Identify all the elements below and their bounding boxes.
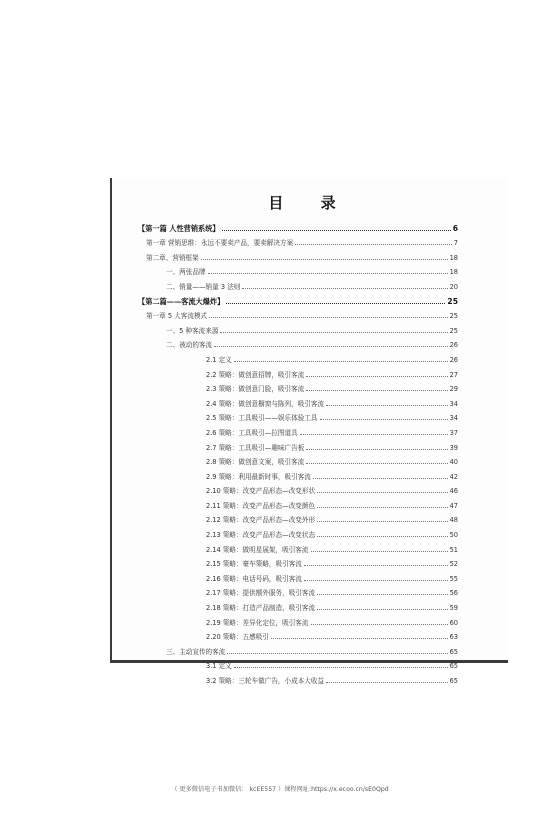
toc-entry (112, 656, 508, 671)
toc-entry-title: 2.7 策略：工具吸引—趣味广告板 (206, 443, 305, 452)
toc-entry (112, 320, 508, 335)
toc-entry (112, 627, 508, 642)
toc-entry-page: 29 (449, 385, 458, 394)
toc-entry (112, 291, 508, 306)
toc-leader-dots (311, 551, 448, 552)
toc-entry (112, 335, 508, 350)
toc-entry-title: 2.1 定义 (206, 355, 232, 364)
toc-leader-dots (320, 419, 448, 420)
toc-leader-dots (208, 273, 448, 274)
toc-entry-title: 2.19 策略：差异化定位，吸引客流 (206, 618, 309, 627)
toc-entry-title: 2.13 策略：改变产品形态—改变状态 (206, 531, 316, 540)
toc-entry-title: 2.9 策略：利用最新时事，吸引客流 (206, 472, 311, 481)
toc-entry-title: 一、两张品牌 (166, 268, 206, 277)
toc-leader-dots (317, 521, 448, 522)
toc-leader-dots (234, 667, 448, 668)
toc-entry-page: 56 (449, 589, 458, 598)
toc-entry-page: 46 (449, 487, 458, 496)
toc-entry-page: 50 (449, 531, 458, 540)
toc-entry (112, 379, 508, 394)
toc-leader-dots (317, 492, 448, 493)
toc-leader-dots (317, 536, 448, 537)
toc-entry-title: 2.6 策略：工具吸引—拉图道具 (206, 428, 298, 437)
toc-entry-page: 65 (449, 677, 458, 685)
toc-entry (112, 612, 508, 627)
scanned-page (110, 178, 508, 685)
toc-entry (112, 233, 508, 248)
toc-entry (112, 452, 508, 467)
toc-entry-title: 2.2 策略：做创意招牌，吸引客流 (206, 370, 305, 379)
toc-entry (112, 597, 508, 612)
toc-entry-page: 37 (449, 428, 458, 437)
toc-leader-dots (326, 405, 448, 406)
toc-entry-title: 第二章、营销框架 (146, 253, 199, 262)
toc-leader-dots (222, 230, 451, 231)
toc-leader-dots (220, 332, 447, 333)
toc-entry-page: 26 (449, 355, 458, 364)
toc-leader-dots (226, 303, 445, 304)
toc-entry-page: 65 (449, 647, 458, 656)
toc-entry (112, 495, 508, 510)
page-title: 目 录 (268, 194, 352, 212)
toc-leader-dots (311, 624, 448, 625)
toc-entry-page: 39 (449, 443, 458, 452)
toc-leader-dots (304, 565, 448, 566)
toc-leader-dots (271, 638, 448, 639)
toc-entry (112, 539, 508, 554)
toc-leader-dots (304, 580, 448, 581)
toc-leader-dots (214, 346, 447, 347)
toc-entry-page: 34 (449, 399, 458, 408)
toc-leader-dots (317, 609, 448, 610)
toc-entry (112, 510, 508, 525)
toc-entry-page: 34 (449, 414, 458, 423)
toc-entry-page: 65 (449, 662, 458, 671)
toc-entry-page: 25 (447, 296, 458, 306)
toc-entry-page: 42 (449, 472, 458, 481)
toc-entry-page: 18 (449, 253, 458, 262)
toc-leader-dots (313, 478, 448, 479)
toc-entry-title: 二、销量——销量 3 法则 (166, 282, 241, 291)
toc-entry (112, 670, 508, 685)
toc-leader-dots (306, 376, 447, 377)
toc-leader-dots (326, 682, 448, 683)
toc-entry (112, 349, 508, 364)
toc-leader-dots (201, 259, 448, 260)
toc-entry-title: 二、被动的客流 (166, 341, 213, 350)
toc-entry (112, 583, 508, 598)
toc-entry (112, 306, 508, 321)
toc-entry (112, 524, 508, 539)
toc-entry-title: 【第一篇 人性营销系统】 (138, 223, 220, 233)
toc-entry-title: 2.11 策略：改变产品形态—改变颜色 (206, 501, 316, 510)
toc-leader-dots (317, 594, 448, 595)
toc-entry-title: 2.10 策略：改变产品形态—改变形状 (206, 487, 316, 496)
toc-entry-page: 59 (449, 604, 458, 613)
toc-entry-page: 20 (449, 282, 458, 291)
toc-entry (112, 276, 508, 291)
toc-leader-dots (242, 288, 447, 289)
toc-entry (112, 408, 508, 423)
toc-entry-title: 2.5 策略：工具吸引——娱乐体验工具 (206, 414, 318, 423)
toc-entry-page: 47 (449, 501, 458, 510)
footer-note: （ 更多微信电子书加微信： kcEE557 ）课程网址:https://x.ecoo.cn/sE0Qpd (171, 786, 389, 793)
toc-leader-dots (306, 449, 447, 450)
toc-leader-dots (306, 390, 447, 391)
toc-entry-title: 2.14 策略：做明星展架，吸引客流 (206, 545, 309, 554)
toc-entry-title: 三、主动宣传的客流 (166, 647, 226, 656)
toc-entry-page: 40 (449, 458, 458, 467)
toc-entry-title: 2.3 策略：做创意门脸，吸引客流 (206, 385, 305, 394)
toc-entry-page: 60 (449, 618, 458, 627)
toc-entry-title: 【第二篇——客流大爆炸】 (138, 296, 225, 306)
toc-entry-page: 6 (452, 223, 458, 233)
toc-entry (112, 568, 508, 583)
toc-entry-page: 63 (449, 633, 458, 642)
toc-entry (112, 466, 508, 481)
toc-leader-dots (300, 434, 448, 435)
toc-leader-dots (317, 507, 448, 508)
toc-entry-page: 7 (453, 239, 458, 248)
toc-entry-title: 第一章 营销思维：永远不要卖产品，要卖解决方案 (146, 239, 294, 248)
toc-entry-page: 25 (449, 326, 458, 335)
toc-leader-dots (295, 244, 452, 245)
toc-entry-page: 27 (449, 370, 458, 379)
toc-entry-title: 一、5 种客流来源 (166, 326, 219, 335)
toc-entry-title: 2.17 策略：提供额外服务，吸引客流 (206, 589, 316, 598)
table-of-contents (112, 218, 508, 685)
toc-entry (112, 481, 508, 496)
toc-entry-page: 55 (449, 574, 458, 583)
toc-entry-page: 18 (449, 268, 458, 277)
toc-entry-title: 2.8 策略：做创意文案，吸引客流 (206, 458, 305, 467)
toc-leader-dots (306, 463, 447, 464)
toc-entry-page: 51 (449, 545, 458, 554)
toc-entry-page: 48 (449, 516, 458, 525)
toc-entry-title: 2.16 策略：电话号码，吸引客流 (206, 574, 302, 583)
toc-entry-page: 26 (449, 341, 458, 350)
toc-entry (112, 554, 508, 569)
toc-entry-title: 2.20 策略：五感吸引 (206, 633, 269, 642)
toc-entry-title: 2.15 策略：豪车策略，吸引客流 (206, 560, 302, 569)
toc-entry-title: 2.12 策略：改变产品形态—改变外形 (206, 516, 316, 525)
toc-leader-dots (227, 653, 447, 654)
toc-entry (112, 393, 508, 408)
toc-entry (112, 218, 508, 233)
toc-leader-dots (209, 317, 447, 318)
toc-entry (112, 437, 508, 452)
toc-entry (112, 247, 508, 262)
toc-entry-title: 3.1 定义 (206, 662, 232, 671)
toc-entry (112, 422, 508, 437)
toc-entry-title: 3.2 策略：三轮车做广告，小成本大收益 (206, 677, 325, 685)
toc-entry-title: 2.4 策略：做创意橱窗与陈列，吸引客流 (206, 399, 325, 408)
toc-entry-page: 25 (449, 312, 458, 321)
toc-entry (112, 364, 508, 379)
toc-entry-title: 第一章 5 大客流模式 (146, 312, 208, 321)
toc-entry-page: 52 (449, 560, 458, 569)
toc-leader-dots (234, 361, 448, 362)
toc-entry (112, 262, 508, 277)
toc-entry-title: 2.18 策略：打造产品制造，吸引客流 (206, 604, 316, 613)
toc-entry (112, 641, 508, 656)
